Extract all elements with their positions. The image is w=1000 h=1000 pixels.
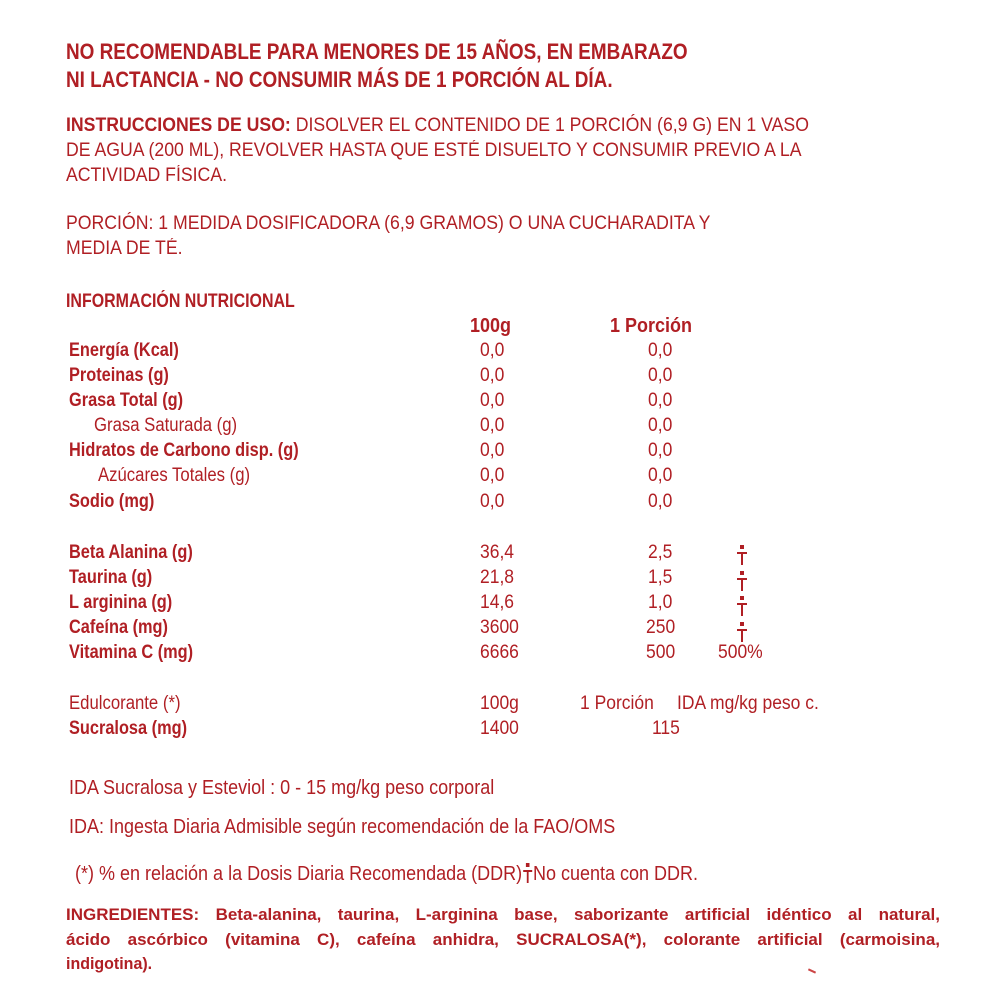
active-label: Taurina (g) <box>69 567 153 588</box>
sweetener-label: Edulcorante (*) <box>69 693 181 714</box>
active-label: L arginina (g) <box>69 592 173 613</box>
active-value-100g: 36,4 <box>480 542 515 563</box>
instructions-line-1 <box>66 116 809 135</box>
row-label: Proteinas (g) <box>69 365 169 386</box>
row-label: Sodio (mg) <box>69 491 155 512</box>
active-value-portion: 500 <box>646 642 676 663</box>
active-value-portion: 1,0 <box>648 592 673 613</box>
row-value-portion: 0,0 <box>648 415 673 436</box>
active-value-100g: 3600 <box>480 617 519 638</box>
row-value-portion: 0,0 <box>648 365 673 386</box>
active-value-100g: 21,8 <box>480 567 515 588</box>
row-value-100g: 0,0 <box>480 465 505 486</box>
row-value-100g: 0,0 <box>480 440 505 461</box>
row-label: Hidratos de Carbono disp. (g) <box>69 440 299 461</box>
row-value-portion: 0,0 <box>648 440 673 461</box>
instructions-line-3: ACTIVIDAD FÍSICA. <box>66 165 228 186</box>
row-label: Azúcares Totales (g) <box>98 465 251 486</box>
ida-range-note: IDA Sucralosa y Esteviol : 0 - 15 mg/kg peso corporal <box>69 777 495 799</box>
ddr-note-part-2: No cuenta con DDR. <box>532 863 699 885</box>
instructions-text-1: DISOLVER EL CONTENIDO DE 1 PORCIÓN (6,9 G) EN 1 VASO <box>290 115 809 136</box>
row-label: Grasa Total (g) <box>69 390 184 411</box>
sweetener-col-portion: 1 Porción <box>580 693 654 714</box>
sweetener-col-100g: 100g <box>480 693 519 714</box>
col-header-100g: 100g <box>470 315 512 337</box>
active-value-portion: 2,5 <box>648 542 673 563</box>
dagger-icon <box>737 545 747 565</box>
row-label: Grasa Saturada (g) <box>94 415 238 436</box>
dagger-icon <box>737 571 747 591</box>
stray-mark <box>808 968 816 973</box>
ddr-note-part-1: (*) % en relación a la Dosis Diaria Recomendada (DDR) <box>75 863 523 885</box>
ingredients-line-1: INGREDIENTES: Beta-alanina, taurina, L-arginina base, saborizante artificial idéntico al natural, <box>66 905 940 924</box>
ida-definition-note: IDA: Ingesta Diaria Admisible según recomendación de la FAO/OMS <box>69 816 616 838</box>
dagger-icon <box>523 863 532 883</box>
active-value-portion: 1,5 <box>648 567 673 588</box>
instructions-line-2: DE AGUA (200 ML), REVOLVER HASTA QUE ESTÉ DISUELTO Y CONSUMIR PREVIO A LA <box>66 140 802 161</box>
portion-line-1: PORCIÓN: 1 MEDIDA DOSIFICADORA (6,9 GRAMOS) O UNA CUCHARADITA Y <box>66 213 711 234</box>
warning-line-1: NO RECOMENDABLE PARA MENORES DE 15 AÑOS, EN EMBARAZO <box>66 39 688 64</box>
sweetener-col-ida: IDA mg/kg peso c. <box>677 693 819 714</box>
active-value-100g: 14,6 <box>480 592 515 613</box>
row-value-portion: 0,0 <box>648 390 673 411</box>
row-value-portion: 0,0 <box>648 340 673 361</box>
row-value-portion: 0,0 <box>648 491 673 512</box>
active-label: Cafeína (mg) <box>69 617 168 638</box>
dagger-icon <box>737 622 747 642</box>
row-value-100g: 0,0 <box>480 340 505 361</box>
row-value-100g: 0,0 <box>480 491 505 512</box>
active-label: Vitamina C (mg) <box>69 642 194 663</box>
active-value-portion: 250 <box>646 617 676 638</box>
sweetener-row-label: Sucralosa (mg) <box>69 718 188 739</box>
sweetener-row-portion: 115 <box>652 718 680 739</box>
nutrition-title: INFORMACIÓN NUTRICIONAL <box>66 291 295 312</box>
ingredients-line-3: indigotina). <box>66 954 153 973</box>
dagger-icon <box>737 596 747 616</box>
instructions-label: INSTRUCCIONES DE USO: <box>66 115 291 136</box>
active-ddr-percent: 500% <box>718 642 763 663</box>
row-value-portion: 0,0 <box>648 465 673 486</box>
sweetener-row-100g: 1400 <box>480 718 519 739</box>
warning-line-2: NI LACTANCIA - NO CONSUMIR MÁS DE 1 PORCIÓN AL DÍA. <box>66 67 613 92</box>
row-value-100g: 0,0 <box>480 415 505 436</box>
portion-line-2: MEDIA DE TÉ. <box>66 238 183 259</box>
ddr-note <box>75 863 698 884</box>
row-label: Energía (Kcal) <box>69 340 179 361</box>
active-value-100g: 6666 <box>480 642 519 663</box>
active-label: Beta Alanina (g) <box>69 542 193 563</box>
row-value-100g: 0,0 <box>480 365 505 386</box>
col-header-portion: 1 Porción <box>610 315 693 337</box>
ingredients-line-2: ácido ascórbico (vitamina C), cafeína anhidra, SUCRALOSA(*), colorante artificial (carmoisina, <box>66 930 940 949</box>
row-value-100g: 0,0 <box>480 390 505 411</box>
